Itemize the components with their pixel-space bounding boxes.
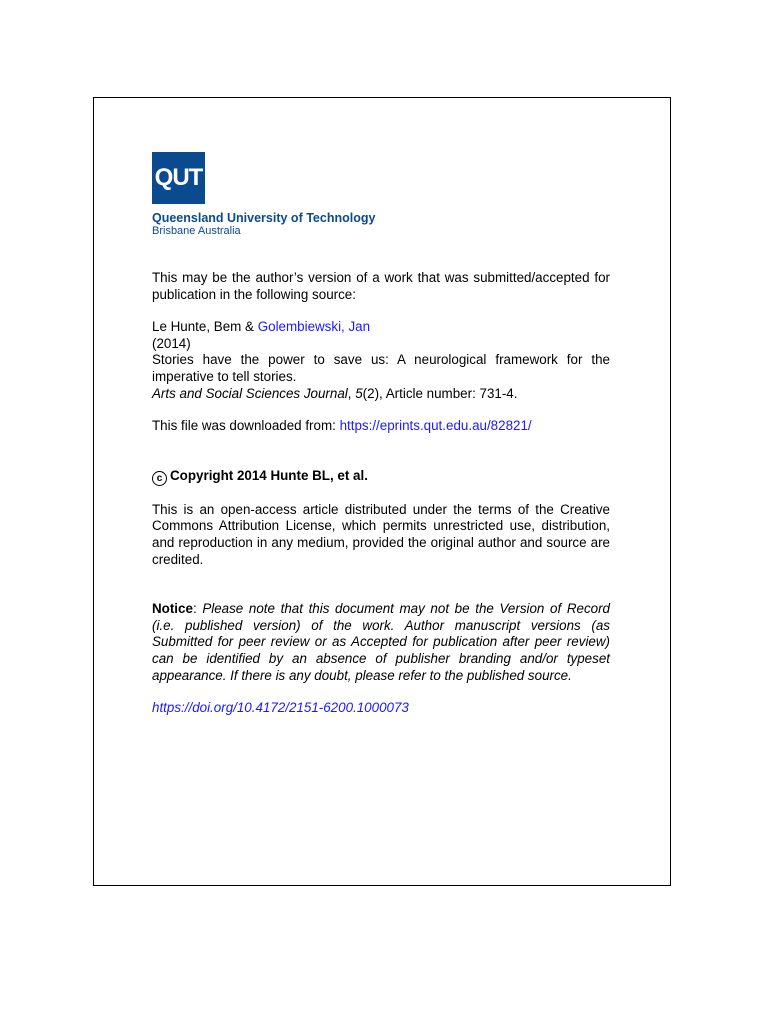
citation-authors: Le Hunte, Bem & Golembiewski, Jan: [152, 319, 371, 335]
license-text: This is an open-access article distributed under the terms of the Creative Commons Attribution License, which permits unrestricted use, distribution, and reproduction in any medium, provided the original author and source are credited.: [152, 501, 610, 567]
author-link[interactable]: Golembiewski, Jan: [257, 319, 371, 335]
university-name: Queensland University of Technology: [152, 211, 376, 225]
document-body: [152, 270, 610, 717]
doi-link[interactable]: https://doi.org/10.4172/2151-6200.1000073: [152, 700, 409, 716]
university-location: Brisbane Australia: [152, 225, 241, 237]
notice-text: Notice: Please note that this document may not be the Version of Record (i.e. published version) of the work. Author manuscript versions (as Submitted for peer review or as Accepted for publication after peer review) can be identified by an absence of publisher branding and/or typeset appearance. If there is any doubt, please refer to the published source.: [152, 601, 610, 683]
download-link[interactable]: https://eprints.qut.edu.au/82821/: [339, 418, 532, 434]
notice-body: Please note that this document may not be the Version of Record (i.e. published version) of the work. Author manuscript versions (as Submitted for peer review or as Accepted for publication after peer review) can be identified by an absence of publisher branding and/or typeset appearance. If there is any doubt, please refer to the published source.: [152, 601, 610, 683]
citation-journal: Arts and Social Sciences Journal, 5(2), Article number: 731-4.: [152, 385, 518, 401]
copyright-line: c Copyright 2014 Hunte BL, et al.: [152, 468, 610, 486]
intro-text: This may be the author’s version of a work that was submitted/accepted for publication in the following source:: [152, 270, 610, 302]
citation-year: (2014): [152, 335, 191, 351]
qut-logo: [152, 152, 205, 204]
doi-line: [152, 700, 610, 717]
copyright-icon: c: [152, 471, 167, 486]
citation-title: Stories have the power to save us: A neurological framework for the imperative to tell stories.: [152, 352, 610, 384]
notice-label: Notice: [152, 601, 193, 617]
download-line: This file was downloaded from: https://eprints.qut.edu.au/82821/: [152, 418, 532, 434]
qut-logo-text: QUT: [154, 164, 203, 191]
